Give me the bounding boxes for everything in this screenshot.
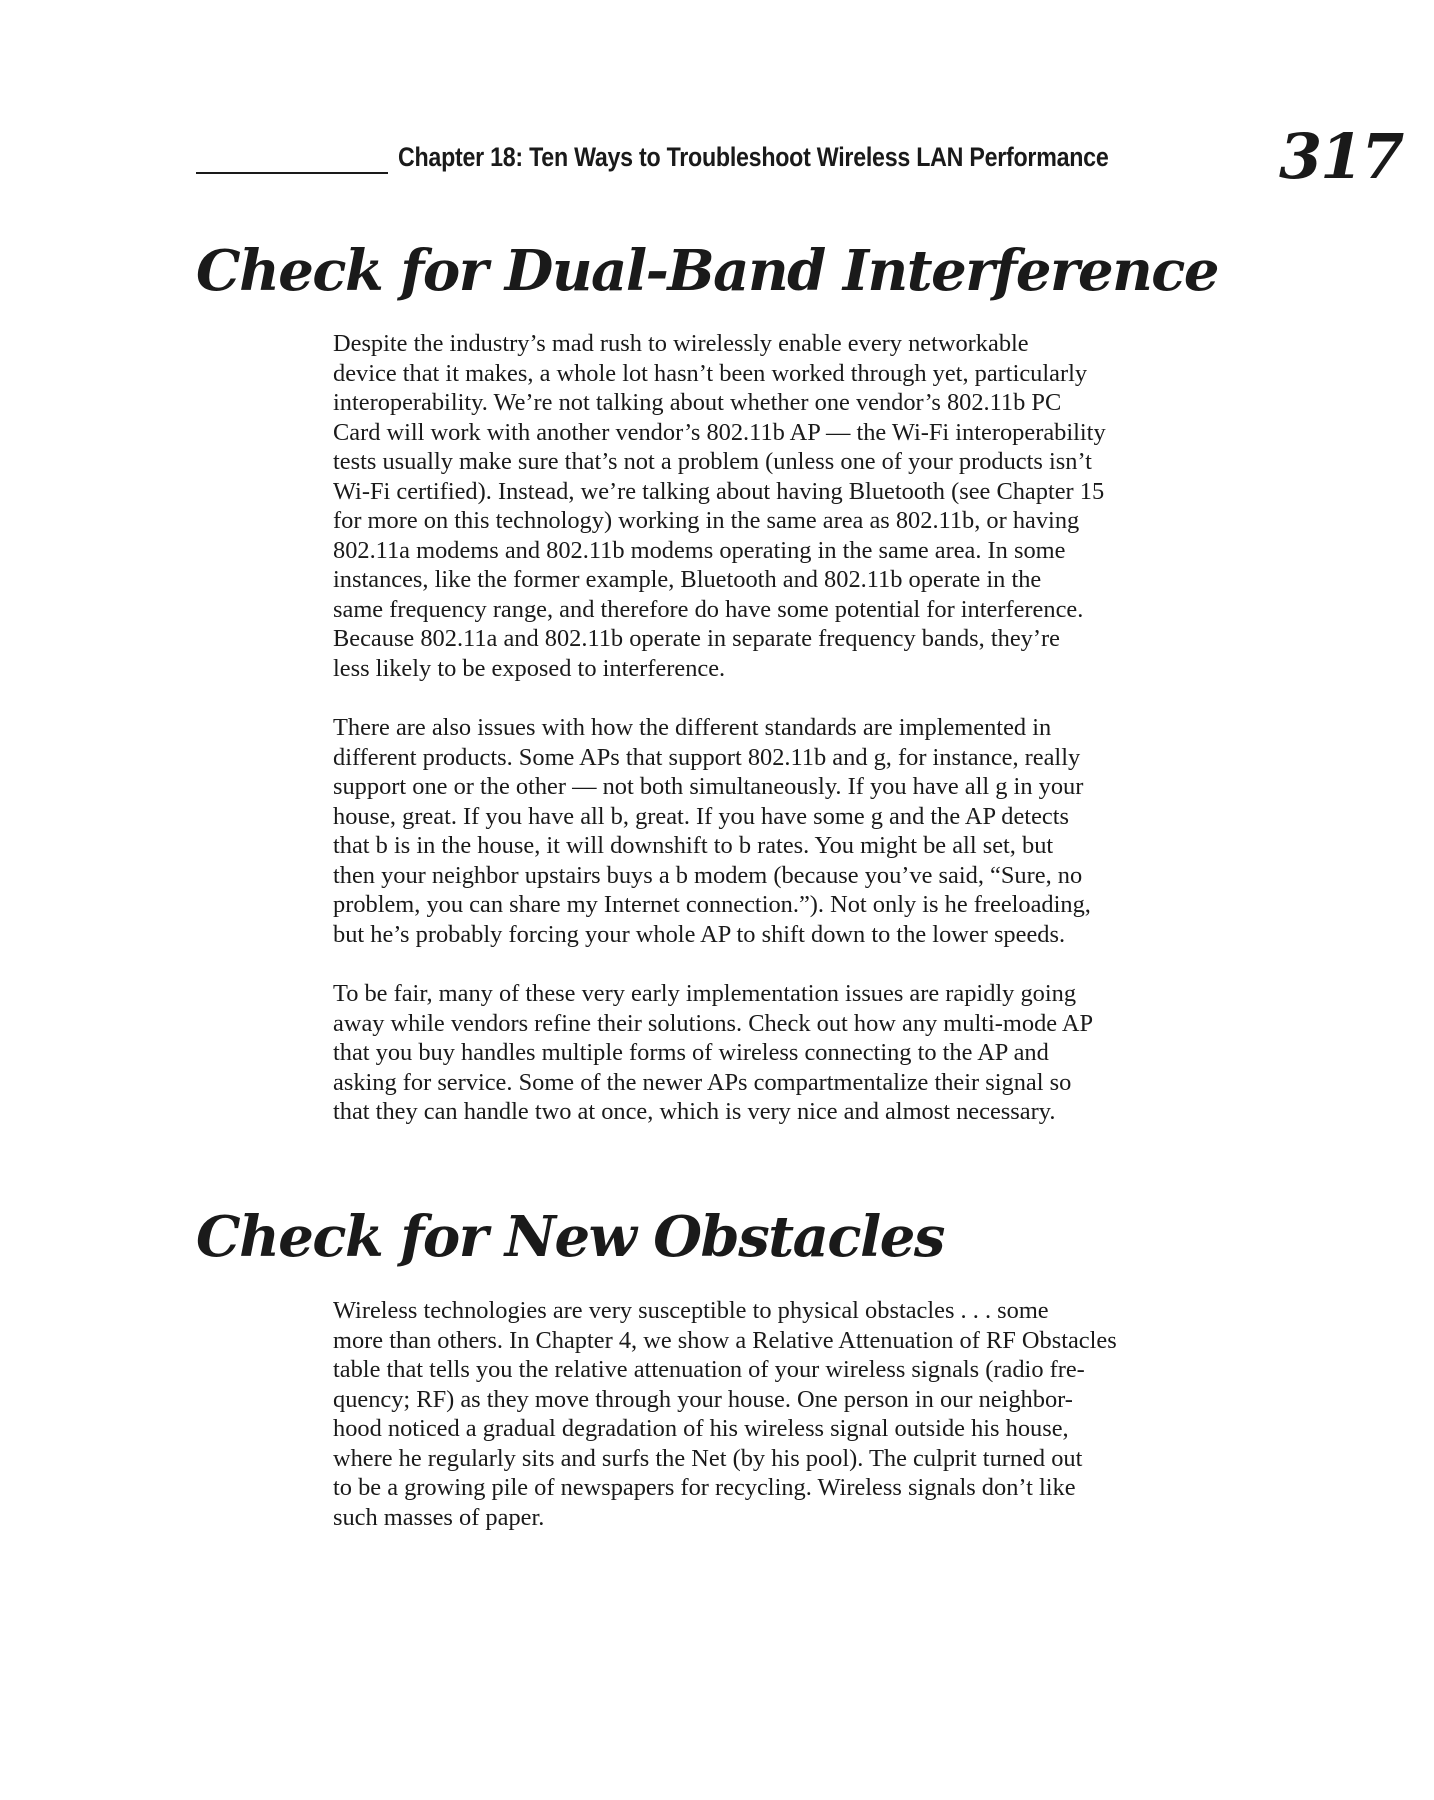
paragraph-line: different products. Some APs that support 802.11b and g, for instance, really: [333, 743, 1081, 771]
paragraph: [333, 1296, 1253, 1532]
paragraph-line: that you buy handles multiple forms of wireless connecting to the AP and: [333, 1039, 1049, 1066]
paragraph-line: problem, you can share my Internet connection.”). Not only is he freeloading,: [333, 891, 1091, 918]
paragraph-line: asking for service. Some of the newer APs compartmentalize their signal so: [333, 1068, 1072, 1096]
paragraph-line: interoperability. We’re not talking about whether one vendor’s 802.11b PC: [333, 389, 1062, 416]
paragraph-line: away while vendors refine their solutions. Check out how any multi-mode AP: [333, 1009, 1094, 1037]
header-rule: [196, 172, 388, 174]
paragraph-line: 802.11a modems and 802.11b modems operating in the same area. In some: [333, 536, 1066, 564]
paragraph-line: more than others. In Chapter 4, we show a Relative Attenuation of RF Obstacles: [333, 1326, 1117, 1354]
paragraph-line: that b is in the house, it will downshift to b rates. You might be all set, but: [333, 832, 1054, 859]
paragraph-line: instances, like the former example, Bluetooth and 802.11b operate in the: [333, 566, 1042, 593]
paragraph-line: Wi-Fi certified). Instead, we’re talking about having Bluetooth (see Chapter 15: [333, 477, 1105, 505]
paragraph-line: support one or the other — not both simultaneously. If you have all g in your: [333, 773, 1084, 800]
paragraph-line: but he’s probably forcing your whole AP to shift down to the lower speeds.: [333, 920, 1066, 948]
paragraph-line: to be a growing pile of newspapers for recycling. Wireless signals don’t like: [333, 1474, 1076, 1501]
paragraph-line: for more on this technology) working in the same area as 802.11b, or having: [333, 507, 1080, 534]
paragraph: [333, 979, 1253, 1127]
paragraph-line: then your neighbor upstairs buys a b modem (because you’ve said, “Sure, no: [333, 861, 1083, 889]
running-header: [196, 120, 1403, 193]
paragraph-line: Card will work with another vendor’s 802.11b AP — the Wi-Fi interoperability: [333, 418, 1106, 446]
paragraph-line: quency; RF) as they move through your house. One person in our neighbor-: [333, 1385, 1073, 1413]
page-number: 317: [1279, 120, 1403, 193]
paragraph-line: such masses of paper.: [333, 1503, 545, 1531]
paragraph: [333, 713, 1253, 949]
section-heading: Check for New Obstacles: [196, 1204, 944, 1270]
paragraph-line: that they can handle two at once, which is very nice and almost necessary.: [333, 1098, 1056, 1125]
paragraph-line: less likely to be exposed to interference.: [333, 654, 726, 682]
paragraph-line: table that tells you the relative attenuation of your wireless signals (radio fre-: [333, 1356, 1085, 1383]
paragraph-line: There are also issues with how the different standards are implemented in: [333, 714, 1052, 741]
section-body: [333, 1296, 1253, 1532]
paragraph-line: tests usually make sure that’s not a problem (unless one of your products isn’t: [333, 448, 1092, 475]
paragraph-line: house, great. If you have all b, great. If you have some g and the AP detects: [333, 802, 1070, 830]
section-body: [333, 329, 1253, 1127]
paragraph-line: Despite the industry’s mad rush to wirelessly enable every networkable: [333, 330, 1029, 357]
paragraph: [333, 329, 1253, 683]
paragraph-line: Because 802.11a and 802.11b operate in separate frequency bands, they’re: [333, 625, 1060, 652]
paragraph-line: same frequency range, and therefore do have some potential for interference.: [333, 595, 1084, 623]
paragraph-line: Wireless technologies are very susceptible to physical obstacles . . . some: [333, 1297, 1049, 1324]
paragraph-line: where he regularly sits and surfs the Net (by his pool). The culprit turned out: [333, 1444, 1083, 1472]
paragraph-line: device that it makes, a whole lot hasn’t been worked through yet, particularly: [333, 359, 1088, 387]
paragraph-line: To be fair, many of these very early implementation issues are rapidly going: [333, 980, 1077, 1007]
section-heading: Check for Dual-Band Interference: [196, 238, 1219, 304]
paragraph-line: hood noticed a gradual degradation of his wireless signal outside his house,: [333, 1415, 1069, 1442]
chapter-title: Chapter 18: Ten Ways to Troubleshoot Wireless LAN Performance: [398, 142, 1109, 172]
